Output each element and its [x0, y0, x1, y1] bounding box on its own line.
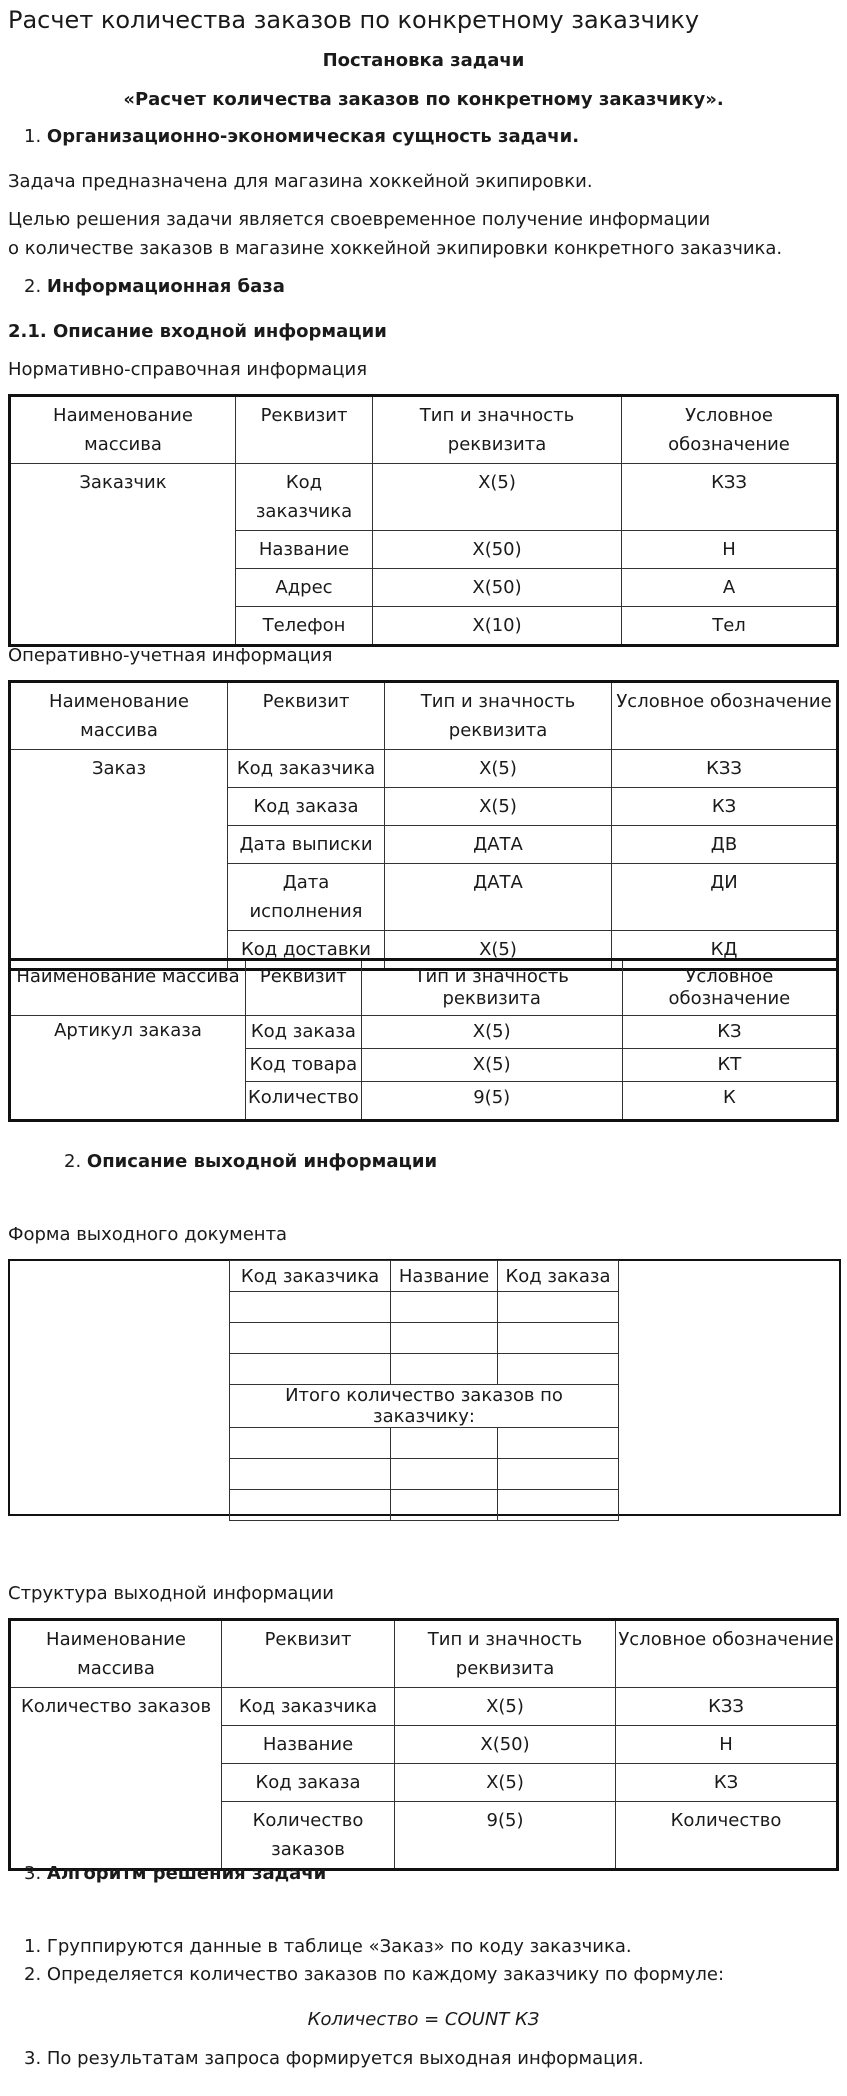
form-col-customer-code: Код заказчика — [230, 1261, 391, 1292]
symbol-cell: КТ — [622, 1049, 837, 1082]
type-cell: X(5) — [385, 788, 612, 826]
header-symbol: Условное обозначение — [612, 682, 838, 750]
attribute-cell: Название — [236, 531, 373, 569]
header-attribute: Реквизит — [228, 682, 385, 750]
table-header-row — [10, 682, 838, 750]
form-empty-row — [230, 1354, 619, 1385]
form-empty-row — [230, 1292, 619, 1323]
header-attribute: Реквизит — [222, 1620, 395, 1688]
attribute-cell: Код заказа — [246, 1016, 362, 1049]
purpose-text: Задача предназначена для магазина хоккейной экипировки. — [8, 171, 593, 192]
form-total-label: Итого количество заказов по заказчику: — [230, 1385, 619, 1428]
output-structure-table — [8, 1618, 839, 1871]
symbol-cell: КЗ — [616, 1764, 838, 1802]
section-2-number: 2. — [24, 276, 42, 297]
form-header-row — [230, 1261, 619, 1292]
output-form-label: Форма выходного документа — [8, 1224, 288, 1245]
attribute-cell: Количество заказов — [222, 1802, 395, 1870]
array-name-cell: Количество заказов — [10, 1688, 222, 1870]
section-2-title: Информационная база — [46, 276, 285, 297]
symbol-cell: Тел — [622, 607, 838, 646]
order-item-table — [8, 958, 839, 1122]
attribute-cell: Код заказчика — [222, 1688, 395, 1726]
array-name-cell: Заказчик — [10, 464, 236, 646]
header-array-name: Наименование массива — [10, 960, 246, 1016]
section-1-number: 1. — [24, 126, 42, 147]
header-array-name: Наименование массива — [10, 396, 236, 464]
header-attribute: Реквизит — [246, 960, 362, 1016]
algorithm-step-1: 1. Группируются данные в таблице «Заказ» по коду заказчика. — [24, 1936, 632, 1957]
type-cell: X(50) — [373, 531, 622, 569]
output-form-table — [229, 1260, 619, 1521]
output-structure-label: Структура выходной информации — [8, 1583, 335, 1604]
goal-text-line2: о количестве заказов в магазине хоккейной экипировки конкретного заказчика. — [8, 238, 783, 259]
goal-text-line1: Целью решения задачи является своевременное получение информации — [8, 209, 711, 230]
symbol-cell: Н — [616, 1726, 838, 1764]
form-empty-row — [230, 1428, 619, 1459]
symbol-cell: КЗЗ — [616, 1688, 838, 1726]
task-subheading: «Расчет количества заказов по конкретному заказчику». — [123, 89, 724, 110]
reference-info-label: Нормативно-справочная информация — [8, 359, 368, 380]
symbol-cell: КЗ — [612, 788, 838, 826]
output-section-heading — [64, 1151, 437, 1172]
type-cell: X(50) — [373, 569, 622, 607]
array-name-cell: Заказ — [10, 750, 228, 970]
section-1-heading — [24, 126, 579, 147]
header-symbol: Условное обозначение — [616, 1620, 838, 1688]
section-3-number: 3. — [24, 1863, 42, 1884]
type-cell: ДАТА — [385, 826, 612, 864]
type-cell: X(5) — [385, 931, 612, 970]
attribute-cell: Код заказчика — [236, 464, 373, 531]
type-cell: 9(5) — [395, 1802, 616, 1870]
symbol-cell: А — [622, 569, 838, 607]
header-symbol: Условное обозначение — [622, 396, 838, 464]
header-type: Тип и значность реквизита — [385, 682, 612, 750]
section-2-1-title: 2.1. Описание входной информации — [8, 321, 387, 342]
page-title: Расчет количества заказов по конкретному заказчику — [8, 6, 700, 34]
header-array-name: Наименование массива — [10, 682, 228, 750]
attribute-cell: Код доставки — [228, 931, 385, 970]
header-array-name: Наименование массива — [10, 1620, 222, 1688]
output-section-number: 2. — [64, 1151, 82, 1172]
type-cell: X(50) — [395, 1726, 616, 1764]
section-2-heading — [24, 276, 285, 297]
header-type: Тип и значность реквизита — [395, 1620, 616, 1688]
type-cell: X(5) — [395, 1764, 616, 1802]
attribute-cell: Название — [222, 1726, 395, 1764]
table-header-row — [10, 960, 838, 1016]
attribute-cell: Код заказчика — [228, 750, 385, 788]
section-3-heading — [24, 1863, 326, 1884]
type-cell: X(5) — [385, 750, 612, 788]
algorithm-step-2: 2. Определяется количество заказов по каждому заказчику по формуле: — [24, 1964, 725, 1985]
attribute-cell: Дата выписки — [228, 826, 385, 864]
symbol-cell: КЗЗ — [622, 464, 838, 531]
table-header-row — [10, 1620, 838, 1688]
type-cell: ДАТА — [385, 864, 612, 931]
header-attribute: Реквизит — [236, 396, 373, 464]
attribute-cell: Код заказа — [228, 788, 385, 826]
attribute-cell: Код товара — [246, 1049, 362, 1082]
form-total-row — [230, 1385, 619, 1428]
table-row — [10, 1016, 838, 1049]
section-3-title: Алгоритм решения задачи — [46, 1863, 327, 1884]
type-cell: X(5) — [373, 464, 622, 531]
attribute-cell: Количество — [246, 1082, 362, 1121]
symbol-cell: К — [622, 1082, 837, 1121]
form-empty-row — [230, 1459, 619, 1490]
type-cell: X(5) — [361, 1016, 622, 1049]
symbol-cell: Количество — [616, 1802, 838, 1870]
count-formula: Количество = COUNT КЗ — [307, 2009, 540, 2030]
array-name-cell: Артикул заказа — [10, 1016, 246, 1121]
symbol-cell: КД — [612, 931, 838, 970]
symbol-cell: КЗ — [622, 1016, 837, 1049]
type-cell: X(5) — [361, 1049, 622, 1082]
header-type: Тип и значность реквизита — [373, 396, 622, 464]
task-heading: Постановка задачи — [322, 50, 525, 71]
table-row — [10, 750, 838, 788]
attribute-cell: Код заказа — [222, 1764, 395, 1802]
symbol-cell: Н — [622, 531, 838, 569]
attribute-cell: Дата исполнения — [228, 864, 385, 931]
reference-info-table — [8, 394, 839, 647]
operational-info-table — [8, 680, 839, 971]
type-cell: 9(5) — [361, 1082, 622, 1121]
form-empty-row — [230, 1490, 619, 1521]
form-col-order-code: Код заказа — [498, 1261, 619, 1292]
output-section-title: Описание выходной информации — [86, 1151, 438, 1172]
attribute-cell: Адрес — [236, 569, 373, 607]
table-header-row — [10, 396, 838, 464]
header-symbol: Условное обозначение — [622, 960, 837, 1016]
symbol-cell: ДВ — [612, 826, 838, 864]
type-cell: X(10) — [373, 607, 622, 646]
algorithm-step-3: 3. По результатам запроса формируется выходная информация. — [24, 2048, 644, 2069]
symbol-cell: КЗЗ — [612, 750, 838, 788]
attribute-cell: Телефон — [236, 607, 373, 646]
table-row — [10, 1688, 838, 1726]
header-type: Тип и значность реквизита — [361, 960, 622, 1016]
form-empty-row — [230, 1323, 619, 1354]
symbol-cell: ДИ — [612, 864, 838, 931]
type-cell: X(5) — [395, 1688, 616, 1726]
operational-info-label: Оперативно-учетная информация — [8, 645, 333, 666]
table-row — [10, 464, 838, 531]
section-1-title: Организационно-экономическая сущность задачи. — [46, 126, 580, 147]
form-col-name: Название — [391, 1261, 498, 1292]
